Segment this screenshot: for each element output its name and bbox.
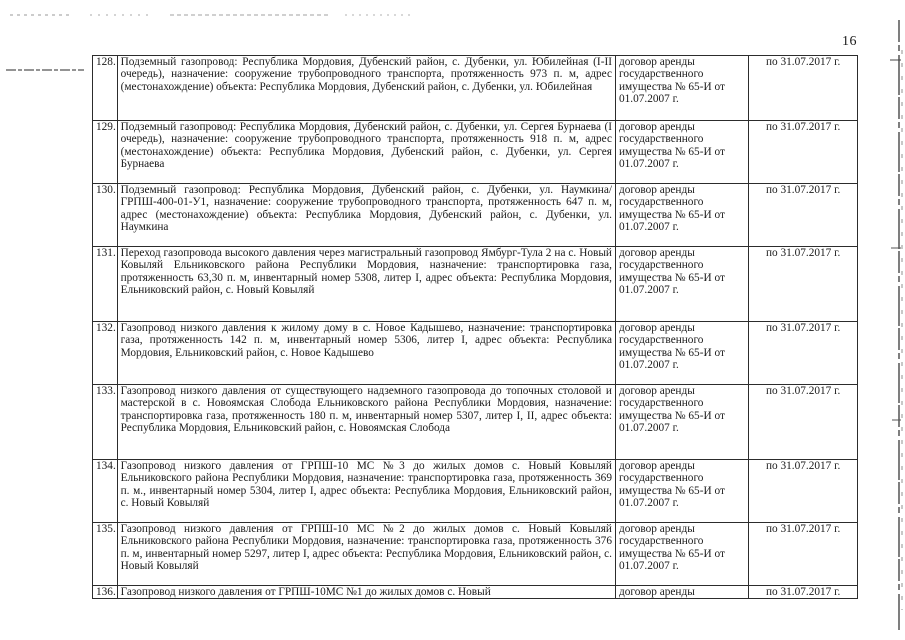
lease-basis: договор аренды государственного имущества № 65-И от 01.07.2007 г. (615, 247, 748, 322)
row-number: 129. (93, 121, 118, 184)
row-number: 132. (93, 322, 118, 385)
lease-basis: договор аренды государственного имущества № 65-И от 01.07.2007 г. (615, 322, 748, 385)
object-description: Подземный газопровод: Республика Мордовия, Дубенский район, с. Дубенки, ул. Юбилейная (I-II очередь), назначение: сооружение трубопроводного транспорта, протяженность 973 п. м, адрес (местонахождение) объекта: Республика Мордовия, Дубенский район, с. Дубенки, ул. Юбилейная (117, 56, 615, 121)
object-description: Газопровод низкого давления от существующего надземного газопровода до топочных столовой и мастерской в с. Новоямская Слобода Ельниковского района Республики Мордовия, назначение: транспортировка газа, протяженность 180 п. м, инвентарный номер 5307, литер I, II, адрес объекта: Республика Мордовия, Ельниковский район, с. Новоямская Слобода (117, 385, 615, 460)
table-row (93, 586, 858, 599)
row-number: 136. (93, 586, 118, 599)
table-row (93, 247, 858, 322)
object-description: Переход газопровода высокого давления через магистральный газопровод Ямбург-Тула 2 на с. Новый Ковыляй Ельниковского района Республики Мордовия, назначение: транспортировка газа, протяженность 63,30 п. м, инвентарный номер 5308, литер I, адрес объекта: Республика Мордовия, Ельниковский район, с. Новый Ковыляй (117, 247, 615, 322)
row-number: 134. (93, 460, 118, 523)
table-row (93, 523, 858, 586)
lease-term: по 31.07.2017 г. (749, 385, 858, 460)
object-description: Подземный газопровод: Республика Мордовия, Дубенский район, с. Дубенки, ул. Наумкина/ГРПШ-400-01-У1, назначение: сооружение трубопроводного транспорта, протяженность 647 п. м, адрес (местонахождение) объекта: Республика Мордовия, Дубенский район, с. Дубенки, ул. Наумкина (117, 184, 615, 247)
lease-basis: договор аренды (615, 586, 748, 599)
row-number: 130. (93, 184, 118, 247)
lease-term: по 31.07.2017 г. (749, 586, 858, 599)
property-table (92, 55, 858, 599)
row-number: 135. (93, 523, 118, 586)
scan-artifact-right-edge (887, 0, 905, 640)
row-number: 128. (93, 56, 118, 121)
object-description: Газопровод низкого давления от ГРПШ-10 МС №2 до жилых домов с. Новый Ковыляй Ельниковского района Республики Мордовия, назначение: транспортировка газа, протяженность 376 п. м, инвентарный номер 5297, литер I, адрес объекта: Республика Мордовия, Ельниковский район, с. Новый Ковыляй (117, 523, 615, 586)
row-number: 131. (93, 247, 118, 322)
lease-term: по 31.07.2017 г. (749, 121, 858, 184)
object-description: Газопровод низкого давления к жилому дому в с. Новое Кадышево, назначение: транспортировка газа, протяженность 142 п. м, инвентарный номер 5306, литер I, адрес объекта: Республика Мордовия, Ельниковский район, с. Новое Кадышево (117, 322, 615, 385)
lease-term: по 31.07.2017 г. (749, 56, 858, 121)
object-description: Газопровод низкого давления от ГРПШ-10 МС №3 до жилых домов с. Новый Ковыляй Ельниковского района Республики Мордовия, назначение: транспортировка газа, протяженность 369 п. м., инвентарный номер 5304, литер I, адрес объекта: Республика Мордовия, Ельниковский район, с. Новый Ковыляй (117, 460, 615, 523)
table-body (93, 56, 858, 599)
table-row (93, 460, 858, 523)
lease-basis: договор аренды государственного имущества № 65-И от 01.07.2007 г. (615, 460, 748, 523)
table-row (93, 322, 858, 385)
lease-basis: договор аренды государственного имущества № 65-И от 01.07.2007 г. (615, 385, 748, 460)
page-number: 16 (842, 34, 857, 49)
table-row (93, 184, 858, 247)
lease-term: по 31.07.2017 г. (749, 460, 858, 523)
lease-basis: договор аренды государственного имущества № 65-И от 01.07.2007 г. (615, 121, 748, 184)
table-row (93, 385, 858, 460)
lease-term: по 31.07.2017 г. (749, 184, 858, 247)
row-number: 133. (93, 385, 118, 460)
lease-term: по 31.07.2017 г. (749, 247, 858, 322)
scan-artifact-top (0, 12, 420, 18)
lease-basis: договор аренды государственного имущества № 65-И от 01.07.2007 г. (615, 56, 748, 121)
object-description: Газопровод низкого давления от ГРПШ-10МС №1 до жилых домов с. Новый (117, 586, 615, 599)
lease-term: по 31.07.2017 г. (749, 322, 858, 385)
lease-term: по 31.07.2017 г. (749, 523, 858, 586)
table-row (93, 56, 858, 121)
object-description: Подземный газопровод: Республика Мордовия, Дубенский район, с. Дубенки, ул. Сергея Бурнаева (I очередь), назначение: сооружение трубопроводного транспорта, протяженность 918 п. м, адрес (местонахождение) объекта: Республика Мордовия, Дубенский район, с. Дубенки, ул. Сергея Бурнаева (117, 121, 615, 184)
lease-basis: договор аренды государственного имущества № 65-И от 01.07.2007 г. (615, 184, 748, 247)
scan-artifact-left (6, 64, 86, 76)
table-row (93, 121, 858, 184)
lease-basis: договор аренды государственного имущества № 65-И от 01.07.2007 г. (615, 523, 748, 586)
